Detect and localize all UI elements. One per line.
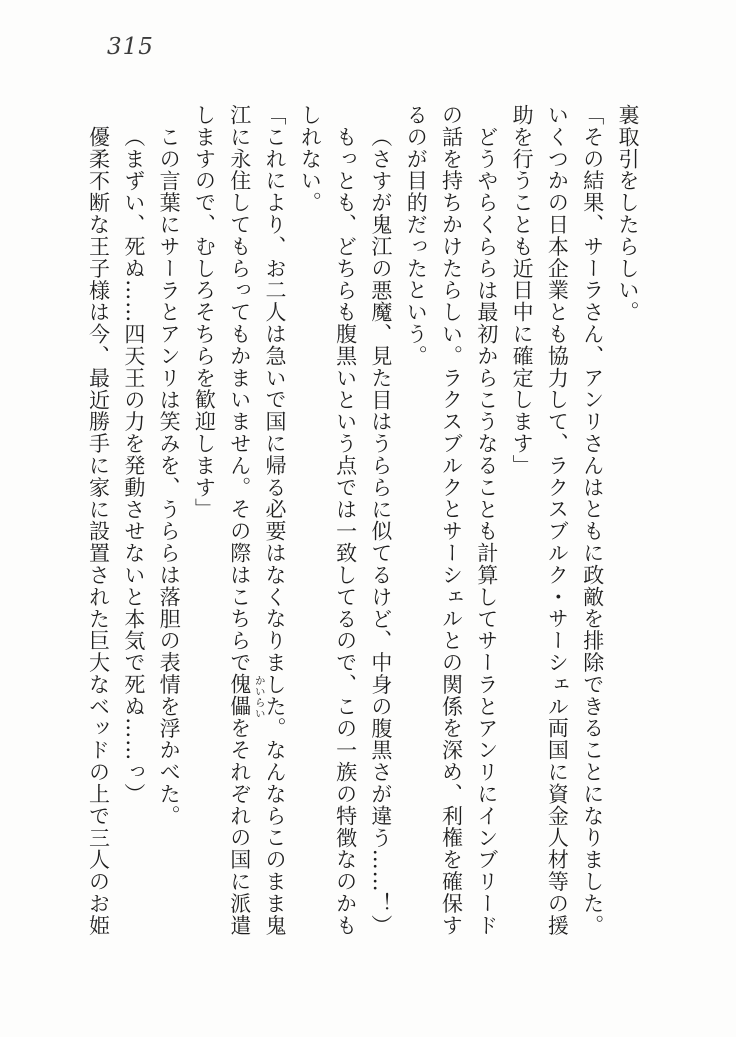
text-line-with-furigana (221, 104, 266, 940)
text-line: （さすが鬼江の悪魔、見た目はうららに似てるけど、中身の腹黒さが違う……！） (368, 125, 393, 937)
text-segment: 江に永住してもらってもかまいません。その際はこちらで (227, 104, 252, 674)
text-line: どうやらくららは最初からこうなることも計算してサーラとアンリにインブリード (474, 125, 499, 937)
text-line: 「その結果、サーラさん、アンリさんはともに政敵を排除できることになりました。 (580, 104, 605, 937)
text-line: しれない。 (298, 104, 323, 214)
text-line: しますので、むしろそちらを歓迎します」 (192, 104, 217, 521)
text-line: 裏取引をしたらしい。 (616, 104, 640, 323)
text-line: （まずい、死ぬ……四天王の力を発動させないと本気で死ぬ……っ） (121, 125, 146, 805)
text-line: 助を行うことも近日中に確定します」 (510, 104, 535, 477)
text-line: るのが目的だったという。 (404, 104, 429, 367)
page-number: 315 (107, 34, 154, 60)
text-line: の話を持ちかけたらしい。ラクスブルクとサーシェルとの関係を深め、利権を確保す (439, 104, 464, 937)
text-line: 優柔不断な王子様は今、最近勝手に家に設置された巨大なベッドの上で三人のお姫 (86, 125, 111, 937)
vertical-text-block (80, 104, 645, 940)
ruby-base (227, 673, 266, 720)
furigana-annotation: かいらい (253, 675, 266, 720)
text-line: いくつかの日本企業とも協力して、ラクスブルク・サーシェル両国に資金人材等の援 (545, 104, 570, 937)
text-line: 「これにより、お二人は急いで国に帰る必要はなくなりました。なんならこのまま鬼 (263, 104, 288, 937)
text-segment: をそれぞれの国に派遣 (227, 717, 252, 937)
text-line: この言葉にサーラとアンリは笑みを、うららは落胆の表情を浮かべた。 (157, 125, 182, 827)
text-line: もっとも、どちらも腹黒いという点では一致してるので、この一族の特徴なのかも (333, 125, 358, 937)
ruby-base-text: 傀儡 (227, 673, 252, 718)
